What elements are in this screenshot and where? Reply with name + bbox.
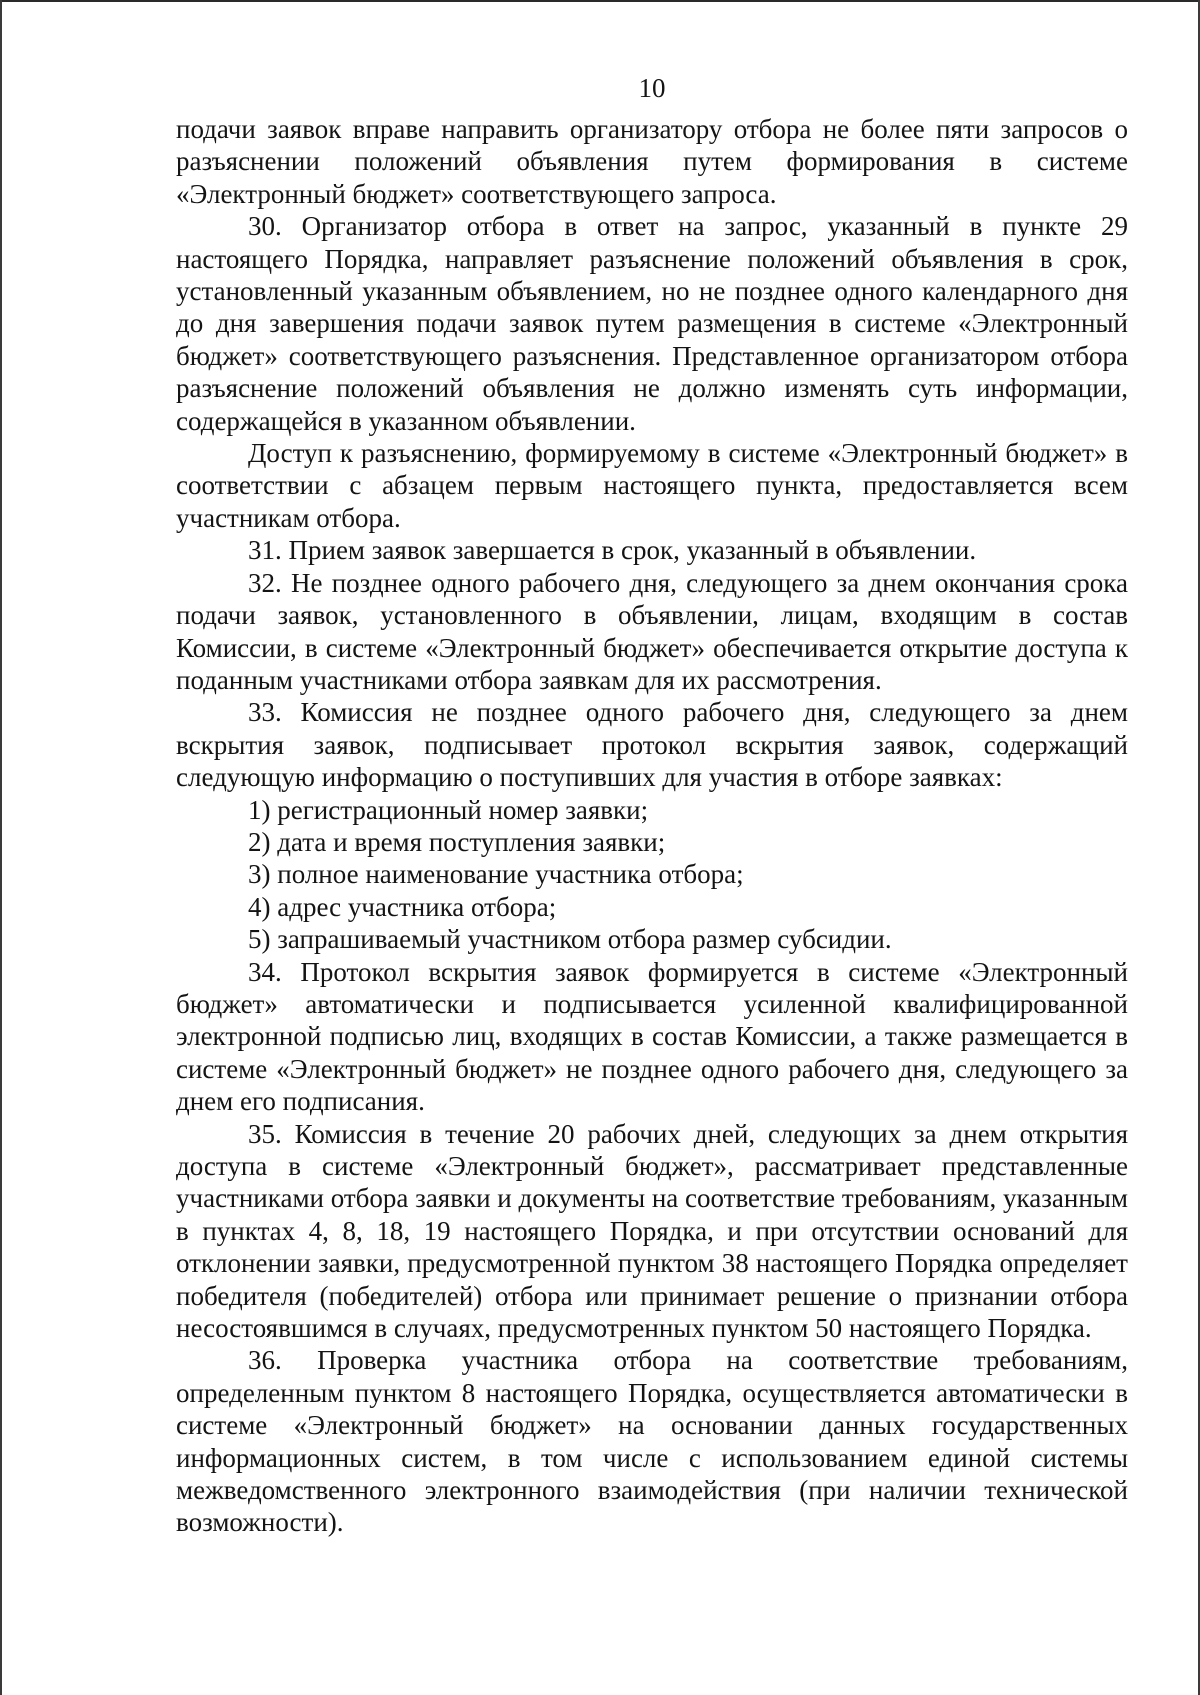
list-item: 1) регистрационный номер заявки; [248,794,649,825]
list-item: 5) запрашиваемый участником отбора размер субсидии. [248,924,892,955]
paragraph-36: 36. Проверка участника отбора на соответствие требованиям, определенным пунктом 8 настоящего Порядка, осуществляется автоматически в системе «Электронный бюджет» на основании данных государственных информационных систем, в том числе с использованием единой системы межведомственного электронного взаимодействия (при наличии технической возможности). [176,1345,1128,1538]
paragraph-33: 33. Комиссия не позднее одного рабочего дня, следующего за днем вскрытия заявок, подписывает протокол вскрытия заявок, содержащий следующую информацию о поступивших для участия в отборе заявках: [176,697,1128,793]
paragraph-continuation: подачи заявок вправе направить организатору отбора не более пяти запросов о разъяснении положений объявления путем формирования в системе «Электронный бюджет» соответствующего запроса. [176,114,1128,209]
list-item: 2) дата и время поступления заявки; [248,826,666,857]
page-number: 10 [638,73,666,103]
paragraph-30-access: Доступ к разъяснению, формируемому в системе «Электронный бюджет» в соответствии с абзацем первым настоящего пункта, предоставляется всем участникам отбора. [176,438,1128,533]
list-item: 3) полное наименование участника отбора; [248,859,744,890]
list-item: 4) адрес участника отбора; [248,891,557,922]
paragraph-32: 32. Не позднее одного рабочего дня, следующего за днем окончания срока подачи заявок, установленного в объявлении, лицам, входящим в состав Комиссии, в системе «Электронный бюджет» обеспечивается открытие доступа к поданным участниками отбора заявкам для их рассмотрения. [176,567,1128,695]
document-page [176,72,1128,1539]
protocol-info-list [176,794,1128,956]
paragraph-34: 34. Протокол вскрытия заявок формируется в системе «Электронный бюджет» автоматически и подписывается усиленной квалифицированной электронной подписью лиц, входящих в состав Комиссии, а также размещается в системе «Электронный бюджет» не позднее одного рабочего дня, следующего за днем его подписания. [176,956,1128,1117]
scan-border-left [0,0,2,1695]
paragraph-35: 35. Комиссия в течение 20 рабочих дней, следующих за днем открытия доступа в системе «Электронный бюджет», рассматривает представленные участниками отбора заявки и документы на соответствие требованиям, указанным в пунктах 4, 8, 18, 19 настоящего Порядка, и при отсутствии оснований для отклонении заявки, предусмотренной пунктом 38 настоящего Порядка определяет победителя (победителей) отбора или принимает решение о признании отбора несостоявшимся в случаях, предусмотренных пунктом 50 настоящего Порядка. [176,1118,1128,1344]
paragraph-30: 30. Организатор отбора в ответ на запрос, указанный в пункте 29 настоящего Порядка, направляет разъяснение положений объявления в срок, установленный указанным объявлением, но не позднее одного календарного дня до дня завершения подачи заявок путем размещения в системе «Электронный бюджет» соответствующего разъяснения. Представленное организатором отбора разъяснение положений объявления не должно изменять суть информации, содержащейся в указанном объявлении. [176,211,1128,436]
paragraph-31: 31. Прием заявок завершается в срок, указанный в объявлении. [248,535,977,566]
scan-border-top [0,0,1200,2]
